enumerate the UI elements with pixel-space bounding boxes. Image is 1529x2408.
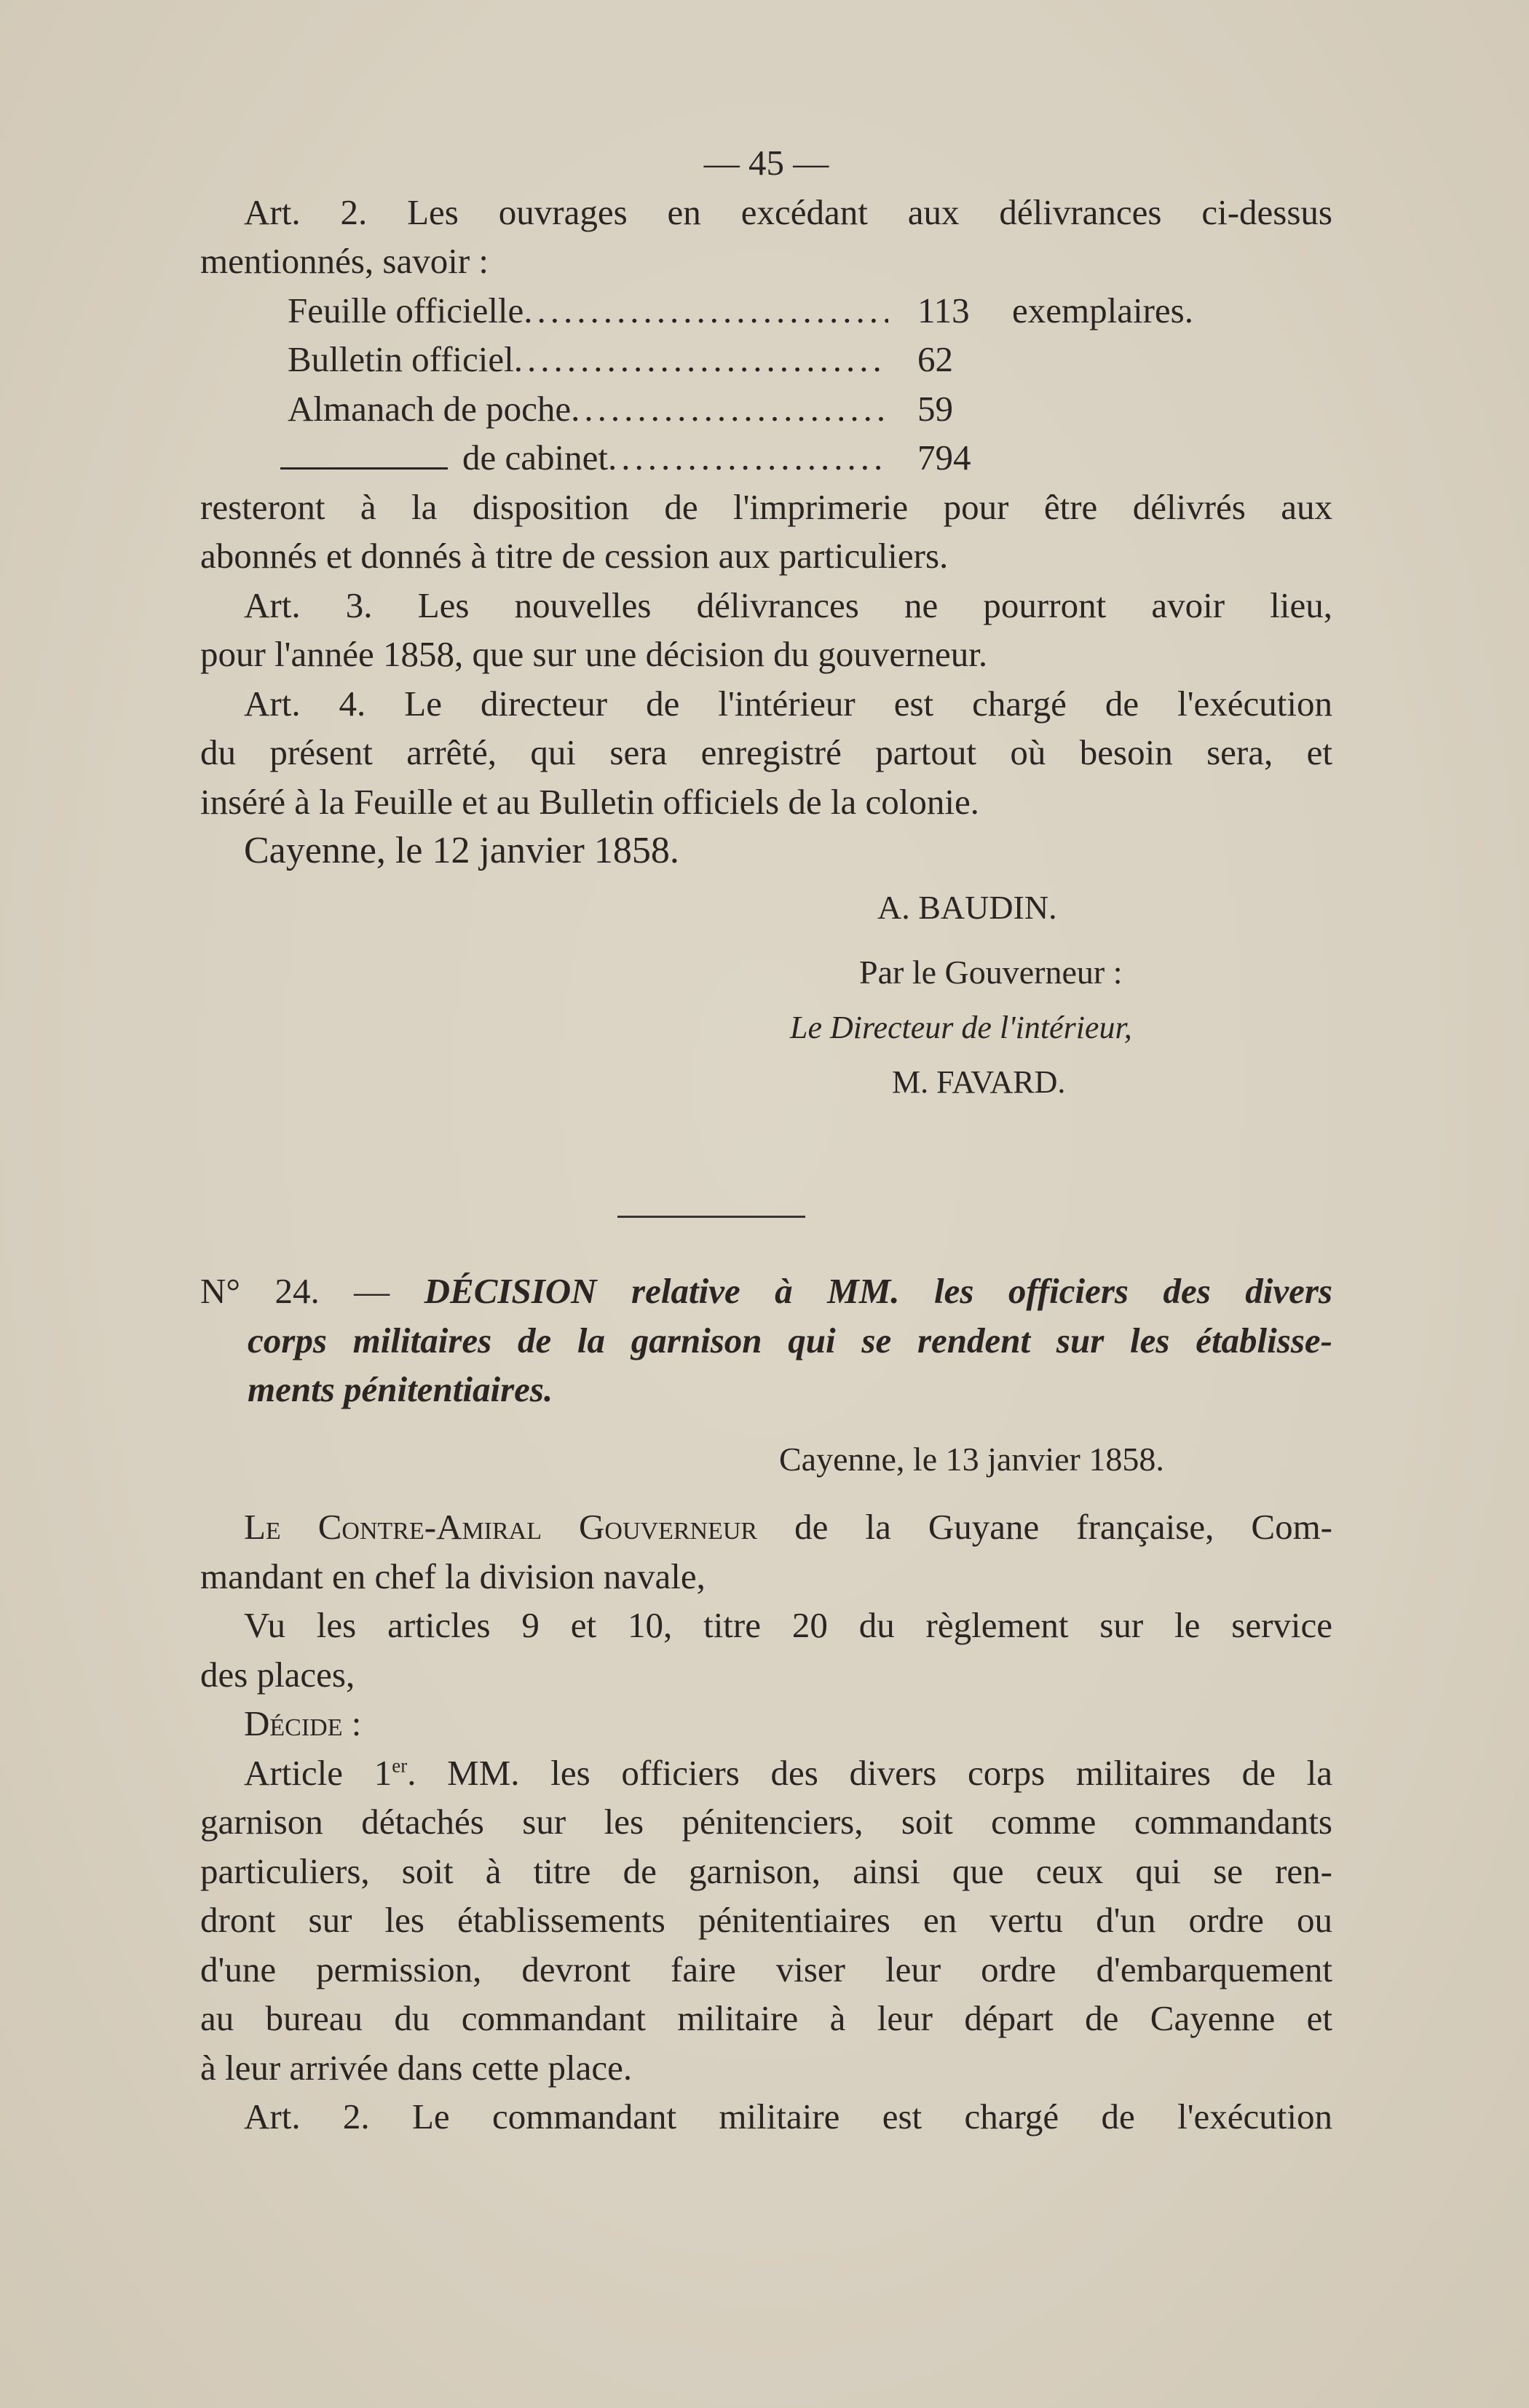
decision-number: N° 24. —: [200, 1271, 390, 1311]
vu-line-2: des places,: [200, 1654, 355, 1695]
item-value: 59: [917, 388, 953, 429]
item-row: [288, 335, 1332, 384]
contre-amiral-line-1: [200, 1502, 1332, 1552]
item-value: 113: [917, 290, 970, 330]
directeur-title: Le Directeur de l'intérieur,: [790, 1009, 1132, 1045]
article1-line-3: particuliers, soit à titre de garnison, ainsi que ceux qui se ren-: [200, 1850, 1332, 1891]
page-number: — 45 —: [703, 143, 829, 183]
leader-dots: [608, 433, 888, 483]
date-2: Cayenne, le 13 janvier 1858.: [779, 1440, 1164, 1478]
ditto-dash: [280, 467, 448, 470]
contre-amiral-title: Le Contre-Amiral Gouverneur: [244, 1507, 758, 1547]
resteront-line-1: resteront à la disposition de l'imprimerie pour être délivrés aux: [200, 486, 1332, 527]
item-value: 794: [917, 437, 971, 478]
art2-line-1: Art. 2. Les ouvrages en excédant aux délivrances ci-dessus: [244, 191, 1332, 232]
decision-title-part1: relative à MM. les officiers des divers: [631, 1271, 1332, 1311]
directeur-name: M. FAVARD.: [892, 1064, 1066, 1100]
art4-line-1: Art. 4. Le directeur de l'intérieur est chargé de l'exécution: [244, 683, 1332, 724]
article1-line-2: garnison détachés sur les pénitenciers, soit comme commandants: [200, 1802, 1332, 1842]
leader-dots: [571, 384, 888, 434]
decision-heading-3: ments pénitentiaires.: [248, 1369, 553, 1409]
item-row: [288, 286, 1332, 336]
article1-line-6: au bureau du commandant militaire à leur départ de Cayenne et: [200, 1998, 1332, 2038]
leader-dots: [514, 335, 888, 384]
contre-amiral-rest: de la Guyane française, Com-: [794, 1507, 1333, 1547]
vu-line-1: Vu les articles 9 et 10, titre 20 du règlement sur le service: [244, 1605, 1332, 1645]
section-divider: [617, 1216, 805, 1218]
art4-line-2: du présent arrêté, qui sera enregistré partout où besoin sera, et: [200, 732, 1332, 772]
item-label: Feuille officielle: [288, 290, 524, 330]
art4-line-3: inséré à la Feuille et au Bulletin officiels de la colonie.: [200, 781, 979, 822]
article1-rest: . MM. les officiers des divers corps militaires de la: [407, 1752, 1332, 1793]
decision-heading-1: [200, 1267, 1332, 1316]
item-row: [288, 433, 1332, 483]
art2-line-2: mentionnés, savoir :: [200, 241, 489, 281]
resteront-line-2: abonnés et donnés à titre de cession aux particuliers.: [200, 536, 949, 576]
leader-dots: [524, 286, 888, 336]
article1-superscript: er: [392, 1754, 408, 1777]
signature-block: [200, 883, 1332, 1107]
par-le-gouverneur: Par le Gouverneur :: [859, 954, 1123, 991]
decide-heading: Décide :: [244, 1703, 362, 1743]
item-label: Almanach de poche: [288, 388, 572, 429]
decision-column: [200, 1267, 1332, 2142]
article1-line-5: d'une permission, devront faire viser leur ordre d'embarquement: [200, 1949, 1332, 1989]
item-label: de cabinet: [462, 437, 608, 478]
item-value: 62: [917, 339, 953, 379]
contre-amiral-line-2: mandant en chef la division navale,: [200, 1556, 706, 1596]
article1-line-4: dront sur les établissements pénitentiaires en vertu d'un ordre ou: [200, 1900, 1332, 1940]
art2b-line-1: Art. 2. Le commandant militaire est chargé de l'exécution: [244, 2096, 1332, 2136]
decision-word: DÉCISION: [424, 1271, 597, 1311]
item-unit: exemplaires.: [1012, 290, 1193, 330]
article1-line-7: à leur arrivée dans cette place.: [200, 2047, 633, 2088]
art3-line-1: Art. 3. Les nouvelles délivrances ne pourront avoir lieu,: [244, 585, 1332, 625]
date-1: Cayenne, le 12 janvier 1858.: [244, 830, 679, 871]
article1-start: Article 1: [244, 1752, 392, 1793]
article1-line-1: [200, 1748, 1332, 1798]
item-label: Bulletin officiel: [288, 339, 514, 379]
art3-line-2: pour l'année 1858, que sur une décision du gouverneur.: [200, 634, 988, 674]
text-column: [200, 138, 1332, 1107]
decision-heading-2: corps militaires de la garnison qui se rendent sur les établisse-: [248, 1320, 1332, 1361]
signer-name: A. BAUDIN.: [877, 888, 1057, 926]
item-row: [288, 384, 1332, 434]
items-list: [200, 286, 1332, 483]
